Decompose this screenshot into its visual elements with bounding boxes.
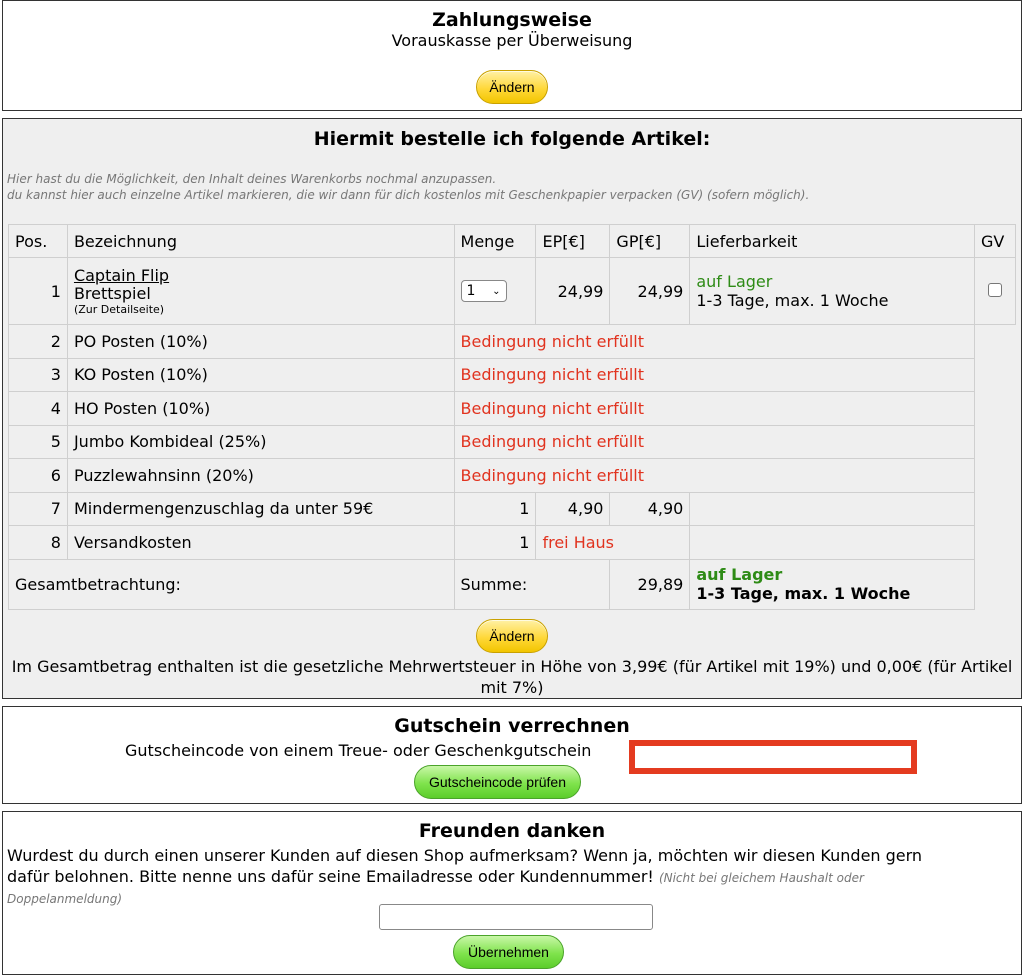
- order-note: Hier hast du die Möglichkeit, den Inhalt deines Warenkorbs nochmal anzupassen. du kannst hier auch einzelne Artikel markieren, die wir dann für dich kostenlos mit Geschenkpapier verpacken (GV) (sofern möglich).: [7, 172, 810, 202]
- condition-status: Bedingung nicht erfüllt: [454, 325, 974, 359]
- condition-status: Bedingung nicht erfüllt: [454, 392, 974, 426]
- payment-method: Vorauskasse per Überweisung: [391, 31, 633, 50]
- order-title: Hiermit bestelle ich folgende Artikel:: [313, 128, 711, 150]
- apply-referral-button[interactable]: Übernehmen: [453, 935, 564, 969]
- voucher-code-input[interactable]: [629, 740, 917, 774]
- shipping-value: frei Haus: [536, 526, 690, 560]
- voucher-title: Gutschein verrechnen: [394, 715, 630, 737]
- product-category: Brettspiel: [73, 283, 151, 303]
- sum-label: Summe:: [454, 559, 610, 609]
- table-row: 3 KO Posten (10%) Bedingung nicht erfüllt: [9, 358, 1016, 392]
- total-stock-status: auf Lager: [696, 565, 783, 584]
- payment-title: Zahlungsweise: [432, 9, 592, 31]
- delivery-time: 1-3 Tage, max. 1 Woche: [696, 291, 889, 310]
- col-ep: EP[€]: [536, 225, 610, 258]
- referral-text: Wurdest du durch einen unserer Kunden auf diesen Shop aufmerksam? Wenn ja, möchten wir diesen Kunden gern dafür belohnen. Bitte nenne uns dafür seine Emailadresse oder Kundennummer!: [7, 846, 923, 886]
- col-pos: Pos.: [9, 225, 68, 258]
- referral-section: [2, 811, 1022, 975]
- col-avail: Lieferbarkeit: [690, 225, 975, 258]
- payment-section: [2, 0, 1022, 111]
- chevron-down-icon: ⌄: [492, 285, 501, 297]
- referral-input[interactable]: [379, 904, 653, 930]
- referral-text-block: [7, 845, 961, 908]
- order-section: [2, 118, 1022, 699]
- vat-text: Im Gesamtbetrag enthalten ist die gesetzliche Mehrwertsteuer in Höhe von 3,99€ (für Artikel mit 19%) und 0,00€ (für Artikel mit 7%): [11, 657, 1013, 697]
- quantity-select[interactable]: 1 ⌄: [461, 280, 507, 302]
- voucher-label: Gutscheincode von einem Treue- oder Geschenkgutschein: [125, 741, 592, 760]
- change-order-button[interactable]: Ändern: [476, 619, 547, 653]
- total-delivery-time: 1-3 Tage, max. 1 Woche: [696, 584, 911, 603]
- col-qty: Menge: [454, 225, 536, 258]
- referral-note: (Nicht bei gleichem Haushalt oder Doppelanmeldung): [7, 871, 864, 906]
- sum-value: 29,89: [610, 559, 690, 609]
- col-name: Bezeichnung: [67, 225, 454, 258]
- table-row: 7 Mindermengenzuschlag da unter 59€ 1 4,90 4,90: [9, 492, 1016, 526]
- order-table: [8, 224, 1016, 610]
- detail-link[interactable]: (Zur Detailseite): [73, 302, 165, 316]
- referral-title: Freunden danken: [418, 820, 606, 842]
- total-label: Gesamtbetrachtung:: [9, 559, 455, 609]
- table-row: 1 Captain Flip Brettspiel (Zur Detailseite) 1 ⌄ 24,99 24,99 auf Lager 1-3 Tage, max. 1 Woche: [9, 258, 1016, 325]
- gift-wrap-checkbox[interactable]: [988, 283, 1002, 297]
- check-voucher-button[interactable]: Gutscheincode prüfen: [414, 765, 581, 799]
- table-row: 8 Versandkosten 1 frei Haus: [9, 526, 1016, 560]
- condition-status: Bedingung nicht erfüllt: [454, 459, 974, 493]
- condition-status: Bedingung nicht erfüllt: [454, 358, 974, 392]
- product-link[interactable]: Captain Flip: [73, 265, 170, 285]
- condition-status: Bedingung nicht erfüllt: [454, 425, 974, 459]
- change-payment-button[interactable]: Ändern: [476, 70, 547, 104]
- table-row: 2 PO Posten (10%) Bedingung nicht erfüllt: [9, 325, 1016, 359]
- table-row: 6 Puzzlewahnsinn (20%) Bedingung nicht erfüllt: [9, 459, 1016, 493]
- col-gp: GP[€]: [610, 225, 690, 258]
- table-header: [9, 225, 1016, 258]
- col-gv: GV: [974, 225, 1015, 258]
- table-row: 5 Jumbo Kombideal (25%) Bedingung nicht erfüllt: [9, 425, 1016, 459]
- total-row: [9, 559, 1016, 609]
- table-row: 4 HO Posten (10%) Bedingung nicht erfüllt: [9, 392, 1016, 426]
- stock-status: auf Lager: [696, 272, 773, 291]
- voucher-section: [2, 706, 1022, 804]
